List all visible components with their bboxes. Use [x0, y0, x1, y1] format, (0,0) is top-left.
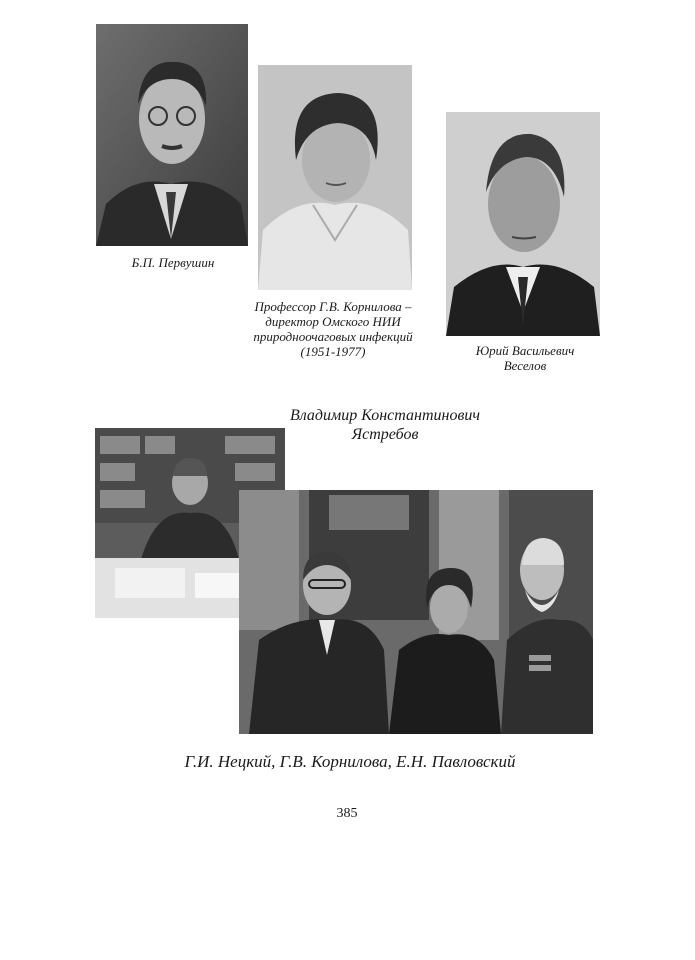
caption-yastrebov-line-1: Владимир Константинович: [289, 407, 481, 424]
caption-veselov: [455, 343, 595, 373]
caption-pervushin: Б.П. Первушин: [131, 255, 215, 270]
caption-kornilova-line-3: природноочаговых инфекций: [253, 329, 413, 344]
caption-group: Г.И. Нецкий, Г.В. Корнилова, Е.Н. Павловский: [184, 752, 516, 771]
caption-yastrebov: [250, 406, 520, 444]
caption-kornilova-line-2: директор Омского НИИ: [265, 314, 401, 329]
photo-kornilova: [258, 65, 412, 290]
caption-kornilova: [240, 299, 426, 359]
photo-veselov: [446, 112, 600, 336]
caption-kornilova-line-4: (1951-1977): [300, 344, 366, 359]
caption-veselov-line-1: Юрий Васильевич: [475, 343, 575, 358]
caption-kornilova-line-1: Профессор Г.В. Корнилова –: [254, 299, 412, 314]
caption-yastrebov-line-2: Ястребов: [351, 426, 419, 443]
caption-veselov-line-2: Веселов: [503, 358, 547, 373]
photo-group: [239, 490, 593, 734]
photo-pervushin: [96, 24, 248, 246]
page-number: 385: [336, 806, 358, 821]
